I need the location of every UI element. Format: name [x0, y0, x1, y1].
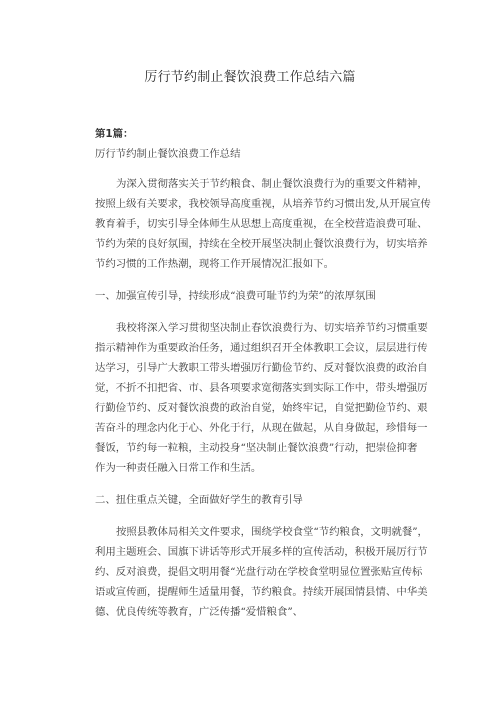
section-heading	[95, 490, 413, 510]
paragraph-line: 指示精神作为重要政治任务，通过组织召开全体教职工会议，层层进行传	[95, 342, 428, 354]
heading-line: 二、扭住重点关键，全面做好学生的教育引导	[95, 494, 303, 506]
paragraph-line: 节约为荣的良好氛围，持续在全校开展坚决制止餐饮浪费行为，切实培养	[95, 238, 428, 250]
paragraph-line: 节约习惯的工作热潮，现将工作开展情况汇报如下。	[95, 258, 334, 270]
document-subtitle: 厉行节约制止餐饮浪费工作总结	[95, 148, 241, 160]
paragraph-line: 为深入贯彻落实关于节约粮食、制止餐饮浪费行为的重要文件精神，	[116, 178, 428, 190]
paragraph-line: 作为一种责任融入日常工作和生活。	[95, 462, 262, 474]
paragraph-line: 教育着手，切实引导全体师生从思想上高度重视，在全校营造浪费可耻、	[95, 218, 428, 230]
paragraph-line: 达学习，引导广大教职工带头增强厉行勤俭节约、反对餐饮浪费的政治自	[95, 362, 428, 374]
heading-line: 一、加强宣传引导，持续形成“浪费可耻节约为荣”的浓厚氛围	[95, 290, 376, 302]
document-title: 厉行节约制止餐饮浪费工作总结六篇	[144, 70, 356, 85]
paragraph-line: 行勤俭节约、反对餐饮浪费的政治自觉，始终牢记，自觉把勤俭节约、艰	[95, 402, 428, 414]
paragraph-line: 餐饭，节约每一粒粮，主动投身“坚决制止餐饮浪费”行动，把崇俭抑奢	[95, 442, 418, 454]
paragraph-line: 利用主题班会、国旗下讲话等形式开展多样的宣传活动，积极开展厉行节	[95, 546, 428, 558]
paragraph-line: 我校将深入学习贯彻坚决制止春饮浪费行为、切实培养节约习惯重要	[116, 322, 428, 334]
paragraph-line: 约、反对浪费，提倡文明用餐“光盘行动在学校食堂明显位置张贴宣传标	[95, 566, 423, 578]
paragraph-line: 按照县教体局相关文件要求，围绕学校食堂“节约粮食，文明就餐”，	[116, 526, 428, 538]
paragraph	[95, 318, 428, 478]
paragraph-line: 苦奋斗的理念内化于心、外化于行，从现在做起，从自身做起，珍惜每一	[95, 422, 428, 434]
paragraph-line: 德、优良传统等教育，广泛传播“爱惜粮食”、	[95, 606, 304, 618]
paragraph-line: 语或宣传画，提醒师生适量用餐，节约粮食。持续开展国情县情、中华美	[95, 586, 428, 598]
section-label: 第1篇：	[95, 128, 134, 140]
section-heading	[95, 286, 413, 306]
paragraph-line: 按照上级有关要求，我校领导高度重视，从培养节约习惯出发,从开展宣传	[95, 198, 431, 210]
paragraph-line: 觉，不折不扣把省、市、县各项要求宽彻落实到实际工作中，带头增强厉	[95, 382, 428, 394]
paragraph	[95, 174, 431, 274]
paragraph	[95, 522, 428, 622]
document-body	[95, 124, 431, 634]
